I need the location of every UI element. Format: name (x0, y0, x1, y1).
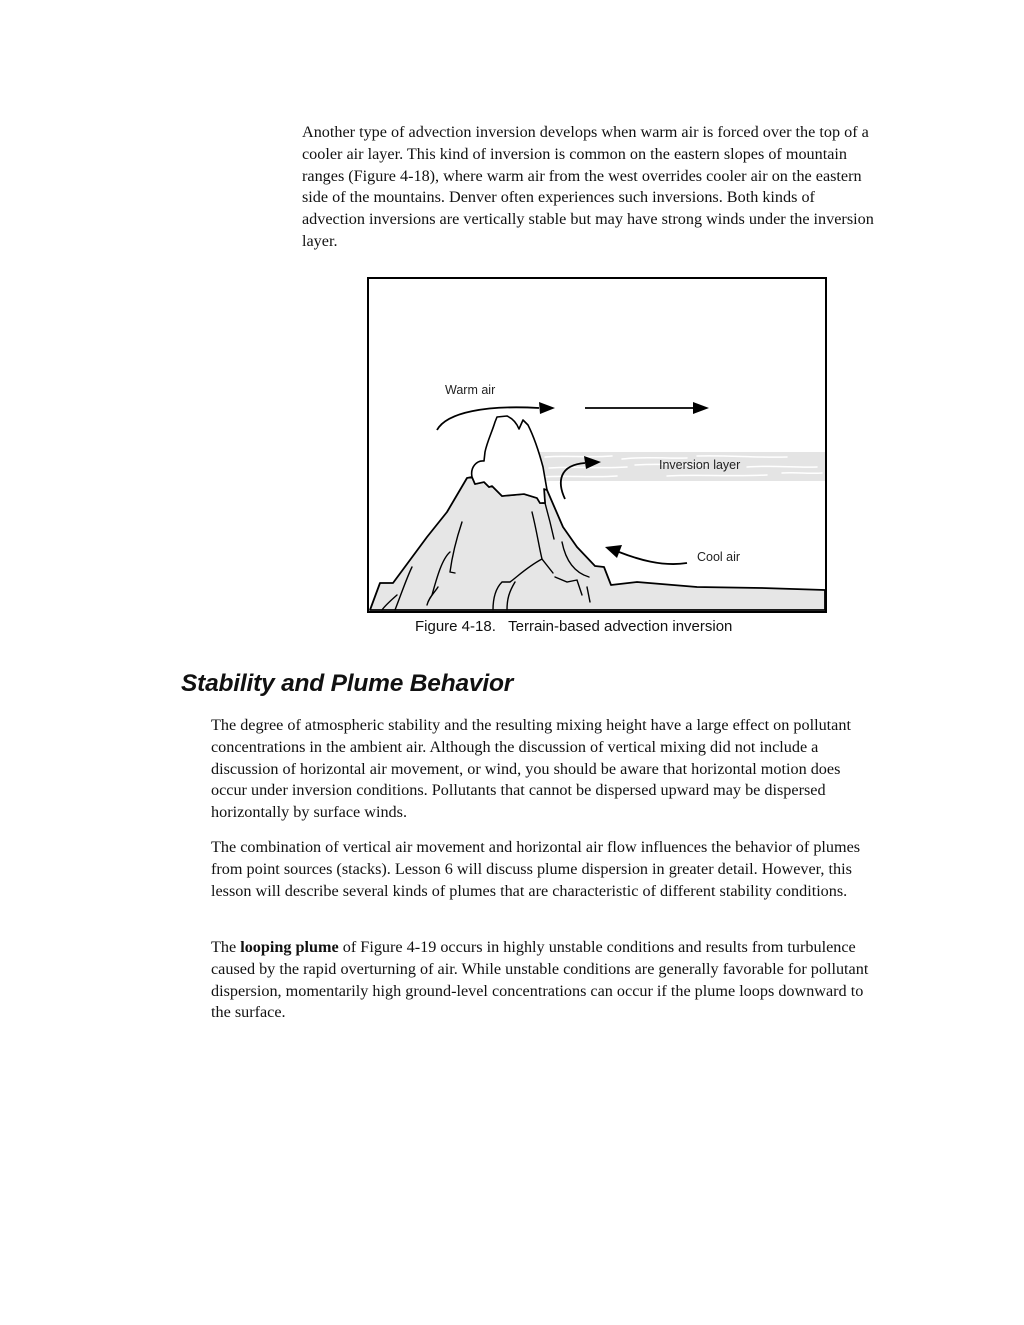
looping-rest: of Figure 4-19 occurs in highly unstable conditions and results from turbulence caused by the rapid overturning of air. While unstable conditions are generally favorable for pollutant dispersion, momentarily high ground-level concentrations can occur if the plume loops downward to the surface. (211, 938, 869, 1022)
warm-air-label: Warm air (445, 383, 496, 397)
paragraph-plume-behavior: The combination of vertical air movement and horizontal air flow influences the behavior of plumes from point sources (stacks). Lesson 6 will discuss plume dispersion in greater detail. However, this lesson will describe several kinds of plumes that are characteristic of different stability conditions. (211, 838, 861, 900)
paragraph-stability: The degree of atmospheric stability and the resulting mixing height have a large effect on pollutant concentrations in the ambient air. Although the discussion of vertical mixing did not include a discussion of horizontal air movement, or wind, you should be aware that horizontal motion does occur under inversion conditions. Pollutants that cannot be dispersed upward may be dispersed horizontally by surface winds. (211, 716, 851, 822)
intro-paragraph: Another type of advection inversion develops when warm air is forced over the top of a cooler air layer. This kind of inversion is common on the eastern slopes of mountain ranges (Figure 4-18), where warm air from the west overrides cooler air on the eastern side of the mountains. Denver often experiences such inversions. Both kinds of advection inversions are vertically stable but may have strong winds under the inversion layer. (302, 123, 874, 250)
section-heading: Stability and Plume Behavior (181, 670, 514, 697)
looping-lead: The (211, 938, 241, 956)
looping-plume-term: looping plume (240, 938, 339, 956)
paragraph-looping-plume (211, 937, 879, 1024)
inversion-layer-label: Inversion layer (659, 458, 741, 472)
figure-terrain-inversion (367, 277, 827, 613)
figure-caption: Figure 4-18. Terrain-based advection inversion (415, 618, 733, 635)
cool-air-label: Cool air (697, 550, 741, 564)
